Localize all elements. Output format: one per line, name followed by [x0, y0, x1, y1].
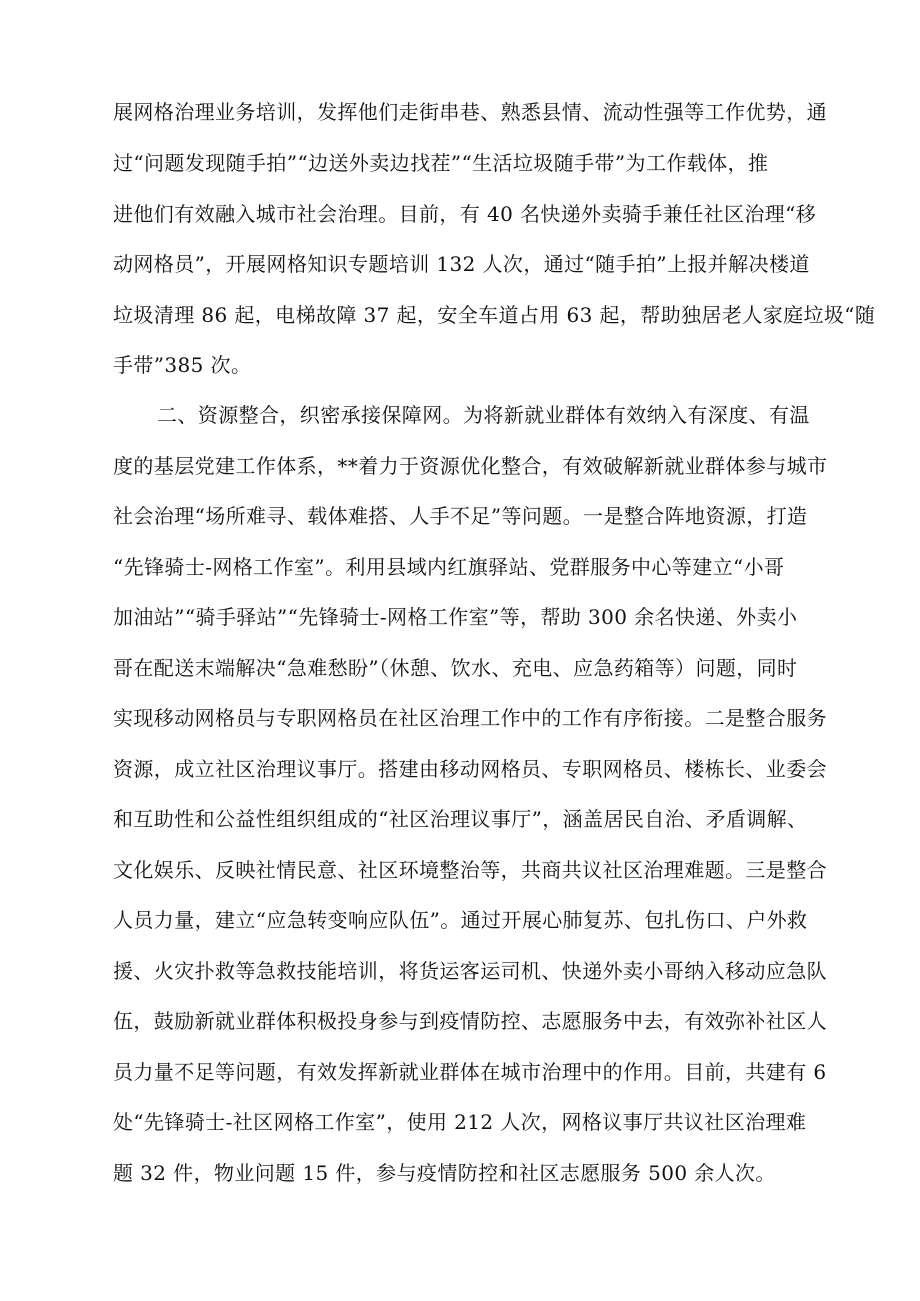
paragraph-line: 垃圾清理 86 起，电梯故障 37 起，安全车道占用 63 起，帮助独居老人家庭垃圾“随 [113, 303, 876, 327]
paragraph-heading-line: 二、资源整合，织密承接保障网。为将新就业群体有效纳入有深度、有温 [157, 403, 810, 427]
paragraph-line: 动网格员”，开展网格知识专题培训 132 人次，通过“随手拍”上报并解决楼道 [113, 252, 810, 276]
paragraph-line: 过“问题发现随手拍”“边送外卖边找茬”“生活垃圾随手带”为工作载体，推 [113, 151, 769, 175]
paragraph-line: “先锋骑士-网格工作室”。利用县域内红旗驿站、党群服务中心等建立“小哥 [113, 555, 785, 579]
paragraph-line: 和互助性和公益性组织组成的“社区治理议事厅”，涵盖居民自治、矛盾调解、 [113, 807, 808, 831]
paragraph-line: 加油站”“骑手驿站”“先锋骑士-网格工作室”等，帮助 300 余名快递、外卖小 [113, 605, 798, 629]
paragraph-line: 资源，成立社区治理议事厅。搭建由移动网格员、专职网格员、楼栋长、业委会 [113, 757, 827, 781]
paragraph-line: 援、火灾扑救等急救技能培训，将货运客运司机、快递外卖小哥纳入移动应急队 [113, 959, 827, 983]
paragraph-line: 处“先锋骑士-社区网格工作室”，使用 212 人次，网格议事厅共议社区治理难 [113, 1110, 807, 1134]
paragraph-line: 展网格治理业务培训，发挥他们走街串巷、熟悉县情、流动性强等工作优势，通 [113, 100, 827, 124]
paragraph-line: 题 32 件，物业问题 15 件，参与疫情防控和社区志愿服务 500 余人次。 [113, 1161, 776, 1185]
paragraph-line: 度的基层党建工作体系，**着力于资源优化整合，有效破解新就业群体参与城市 [113, 454, 828, 478]
paragraph-line: 人员力量，建立“应急转变响应队伍”。通过开展心肺复苏、包扎伤口、户外救 [113, 908, 808, 932]
paragraph-line: 伍，鼓励新就业群体积极投身参与到疫情防控、志愿服务中去，有效弥补社区人 [113, 1009, 827, 1033]
paragraph-line: 哥在配送末端解决“急难愁盼”（休憩、饮水、充电、应急药箱等）问题，同时 [113, 656, 798, 680]
paragraph-line: 员力量不足等问题，有效发挥新就业群体在城市治理中的作用。目前，共建有 6 [113, 1060, 827, 1084]
paragraph-line: 手带”385 次。 [113, 353, 252, 377]
paragraph-line: 文化娱乐、反映社情民意、社区环境整治等，共商共议社区治理难题。三是整合 [113, 858, 827, 882]
paragraph-line: 社会治理“场所难寻、载体难搭、人手不足”等问题。一是整合阵地资源，打造 [113, 504, 808, 528]
paragraph-line: 实现移动网格员与专职网格员在社区治理工作中的工作有序衔接。二是整合服务 [113, 706, 827, 730]
paragraph-line: 进他们有效融入城市社会治理。目前，有 40 名快递外卖骑手兼任社区治理“移 [113, 202, 817, 226]
